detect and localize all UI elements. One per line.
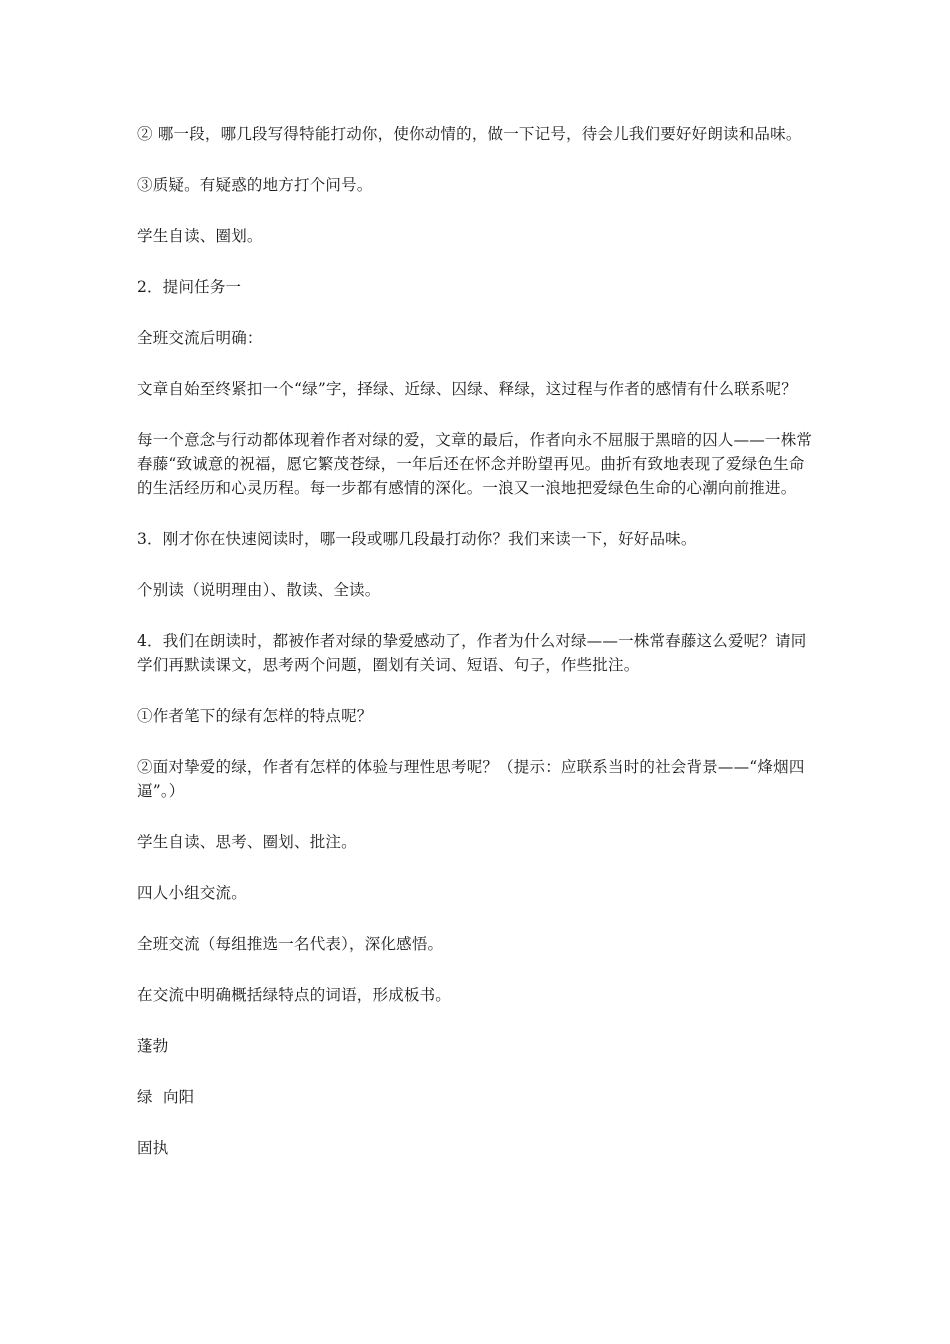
paragraph-green-question: 文章自始至终紧扣一个“绿”字，择绿、近绿、囚绿、释绿，这过程与作者的感情有什么联系呢？: [137, 380, 797, 398]
paragraph-task-2: 2．提问任务一: [137, 278, 242, 296]
paragraph-subquestion-1: ①作者笔下的绿有怎样的特点呢？: [137, 707, 373, 725]
paragraph-subquestion-2: ②面对挚爱的绿，作者有怎样的体验与理性思考呢？（提示：应联系当时的社会背景——“烽烟四逼”。）: [137, 758, 805, 800]
paragraph-class-deepen: 全班交流（每组推选一名代表），深化感悟。: [137, 935, 444, 953]
paragraph-blackboard: 在交流中明确概括绿特点的词语，形成板书。: [137, 986, 452, 1004]
paragraph-question-3: ③质疑。有疑惑的地方打个问号。: [137, 176, 373, 194]
paragraph-task-4: 4．我们在朗读时，都被作者对绿的挚爱感动了，作者为什么对绿——一株常春藤这么爱呢？请同学们再默读课文，思考两个问题，圈划有关词、短语、句子，作些批注。: [137, 632, 807, 674]
paragraph-group-exchange: 四人小组交流。: [137, 884, 247, 902]
paragraph-student-activity: 学生自读、思考、圈划、批注。: [137, 833, 357, 851]
paragraph-reading-modes: 个别读（说明理由）、散读、全读。: [137, 581, 381, 599]
paragraph-self-reading: 学生自读、圈划。: [137, 227, 263, 245]
board-word-vigorous: 蓬勃: [137, 1037, 169, 1055]
board-word-stubborn: 固执: [137, 1139, 169, 1157]
paragraph-class-exchange: 全班交流后明确：: [137, 329, 263, 347]
paragraph-question-2: ② 哪一段，哪几段写得特能打动你，使你动情的，做一下记号，待会儿我们要好好朗读和品味。: [137, 125, 802, 143]
document-page: [137, 122, 813, 1187]
paragraph-task-3: 3．刚才你在快速阅读时，哪一段或哪几段最打动你？我们来读一下，好好品味。: [137, 530, 697, 548]
paragraph-green-answer: 每一个意念与行动都体现着作者对绿的爱，文章的最后，作者向永不屈服于黑暗的囚人——一株常春藤“致诚意的祝福，愿它繁茂苍绿，一年后还在怀念并盼望再见。曲折有致地表现了爱绿色生命的生活经历和心灵历程。每一步都有感情的深化。一浪又一浪地把爱绿色生命的心潮向前推进。: [137, 431, 813, 497]
board-word-sunward: 绿 向阳: [137, 1088, 195, 1106]
